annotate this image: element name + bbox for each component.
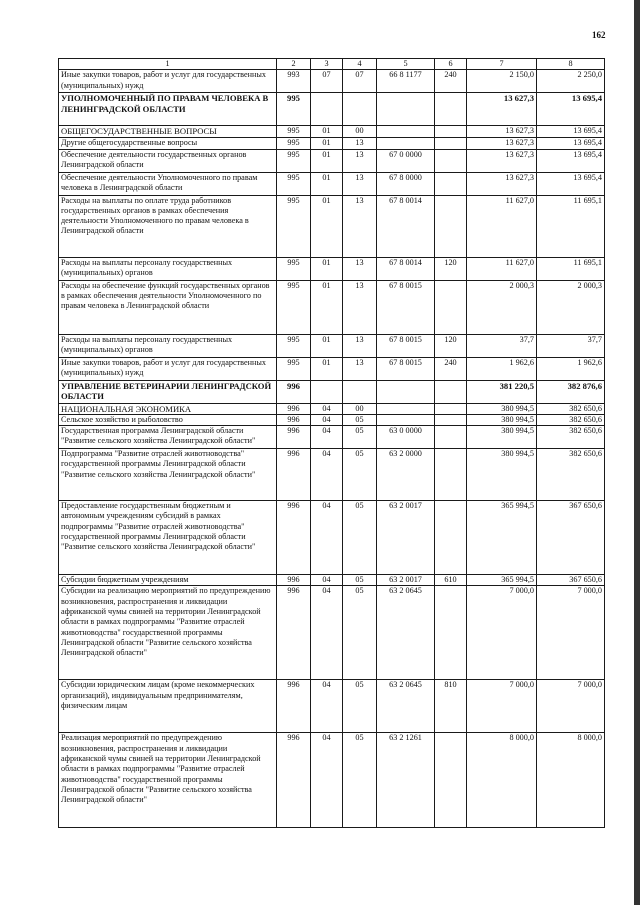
amount-2016-cell: 13 695,4 — [537, 149, 605, 172]
amount-2016-cell: 11 695,1 — [537, 257, 605, 280]
amount-2015-cell: 7 000,0 — [467, 586, 537, 680]
target-cell: 67 0 0000 — [377, 149, 435, 172]
section-cell: 01 — [311, 334, 343, 357]
table-row — [59, 575, 605, 586]
row-name-cell: НАЦИОНАЛЬНАЯ ЭКОНОМИКА — [59, 403, 277, 414]
amount-2016-cell: 382 650,6 — [537, 414, 605, 425]
table-row — [59, 501, 605, 575]
amount-2015-cell: 365 994,5 — [467, 575, 537, 586]
code-cell: 995 — [277, 126, 311, 138]
table-row — [59, 680, 605, 733]
subsection-cell — [343, 380, 377, 403]
target-cell: 67 8 0014 — [377, 195, 435, 257]
row-name-cell: Субсидии на реализацию мероприятий по предупреждению возникновения, распространения и ликвидации африканской чумы свиней на территории Ленинградской области в рамках подпрограммы "Развитие отраслей животноводства" государственной программы Ленинградской области "Развитие сельского хозяйства Ленинградской области" — [59, 586, 277, 680]
target-cell: 63 2 0645 — [377, 586, 435, 680]
section-cell: 04 — [311, 733, 343, 828]
target-cell: 67 8 0015 — [377, 357, 435, 380]
row-name-cell: Подпрограмма "Развитие отраслей животноводства" государственной программы Ленинградской области "Развитие сельского хозяйства Ленинградской области" — [59, 449, 277, 501]
section-cell: 04 — [311, 501, 343, 575]
amount-2016-cell: 13 695,4 — [537, 126, 605, 138]
amount-2015-cell: 8 000,0 — [467, 733, 537, 828]
amount-2016-cell: 382 650,6 — [537, 426, 605, 449]
subsection-cell — [343, 93, 377, 126]
table-row — [59, 138, 605, 149]
amount-2016-cell: 11 695,1 — [537, 195, 605, 257]
subsection-cell: 05 — [343, 680, 377, 733]
amount-2015-cell: 380 994,5 — [467, 403, 537, 414]
section-cell — [311, 93, 343, 126]
type-cell — [435, 426, 467, 449]
table-row — [59, 380, 605, 403]
type-cell — [435, 138, 467, 149]
row-name-cell: Расходы на обеспечение функций государственных органов в рамках обеспечения деятельности Уполномоченного по правам человека в Ленинградской области — [59, 280, 277, 334]
target-cell: 67 8 0015 — [377, 280, 435, 334]
code-cell: 995 — [277, 149, 311, 172]
subsection-cell: 13 — [343, 138, 377, 149]
section-cell: 04 — [311, 414, 343, 425]
subsection-cell: 07 — [343, 70, 377, 93]
section-cell: 01 — [311, 172, 343, 195]
type-cell — [435, 380, 467, 403]
header-cell: 2 — [277, 59, 311, 70]
amount-2016-cell: 13 695,4 — [537, 138, 605, 149]
table-row — [59, 449, 605, 501]
table-row — [59, 93, 605, 126]
row-name-cell: Расходы на выплаты персоналу государственных (муниципальных) органов — [59, 334, 277, 357]
type-cell — [435, 280, 467, 334]
subsection-cell: 13 — [343, 334, 377, 357]
type-cell: 610 — [435, 575, 467, 586]
row-name-cell: Сельское хозяйство и рыболовство — [59, 414, 277, 425]
type-cell: 120 — [435, 257, 467, 280]
section-cell: 04 — [311, 403, 343, 414]
target-cell — [377, 414, 435, 425]
type-cell: 810 — [435, 680, 467, 733]
target-cell: 67 8 0014 — [377, 257, 435, 280]
type-cell — [435, 195, 467, 257]
section-cell: 01 — [311, 195, 343, 257]
amount-2016-cell: 2 250,0 — [537, 70, 605, 93]
subsection-cell: 05 — [343, 501, 377, 575]
type-cell — [435, 149, 467, 172]
budget-table — [58, 58, 605, 828]
target-cell: 67 8 0000 — [377, 172, 435, 195]
type-cell — [435, 449, 467, 501]
amount-2016-cell: 382 876,6 — [537, 380, 605, 403]
table-row — [59, 414, 605, 425]
section-cell: 04 — [311, 426, 343, 449]
header-cell: 8 — [537, 59, 605, 70]
target-cell: 66 8 1177 — [377, 70, 435, 93]
amount-2016-cell: 382 650,6 — [537, 449, 605, 501]
scan-edge-shadow — [634, 0, 640, 905]
target-cell: 63 2 0017 — [377, 501, 435, 575]
amount-2015-cell: 365 994,5 — [467, 501, 537, 575]
amount-2016-cell: 367 650,6 — [537, 501, 605, 575]
header-cell: 5 — [377, 59, 435, 70]
amount-2015-cell: 2 150,0 — [467, 70, 537, 93]
subsection-cell: 13 — [343, 257, 377, 280]
row-name-cell: Субсидии бюджетным учреждениям — [59, 575, 277, 586]
amount-2016-cell: 8 000,0 — [537, 733, 605, 828]
amount-2015-cell: 11 627,0 — [467, 257, 537, 280]
target-cell — [377, 380, 435, 403]
table-row — [59, 195, 605, 257]
row-name-cell: Субсидии юридическим лицам (кроме некоммерческих организаций), индивидуальным предпринимателям, физическим лицам — [59, 680, 277, 733]
table-row — [59, 426, 605, 449]
type-cell — [435, 172, 467, 195]
amount-2015-cell: 13 627,3 — [467, 172, 537, 195]
section-cell: 01 — [311, 280, 343, 334]
target-cell — [377, 126, 435, 138]
code-cell: 996 — [277, 733, 311, 828]
target-cell — [377, 138, 435, 149]
table-row — [59, 334, 605, 357]
row-name-cell: Иные закупки товаров, работ и услуг для государственных (муниципальных) нужд — [59, 357, 277, 380]
amount-2015-cell: 1 962,6 — [467, 357, 537, 380]
type-cell — [435, 501, 467, 575]
section-cell: 01 — [311, 126, 343, 138]
header-cell: 7 — [467, 59, 537, 70]
amount-2016-cell: 13 695,4 — [537, 93, 605, 126]
section-cell: 04 — [311, 586, 343, 680]
row-name-cell: Государственная программа Ленинградской области "Развитие сельского хозяйства Ленинградской области" — [59, 426, 277, 449]
row-name-cell: Обеспечение деятельности государственных органов Ленинградской области — [59, 149, 277, 172]
code-cell: 996 — [277, 380, 311, 403]
target-cell — [377, 93, 435, 126]
subsection-cell: 00 — [343, 403, 377, 414]
subsection-cell: 05 — [343, 575, 377, 586]
amount-2015-cell: 380 994,5 — [467, 414, 537, 425]
section-cell: 04 — [311, 680, 343, 733]
amount-2016-cell: 1 962,6 — [537, 357, 605, 380]
amount-2016-cell: 7 000,0 — [537, 586, 605, 680]
type-cell — [435, 733, 467, 828]
code-cell: 995 — [277, 280, 311, 334]
amount-2015-cell: 380 994,5 — [467, 426, 537, 449]
table-row — [59, 70, 605, 93]
section-cell: 04 — [311, 449, 343, 501]
section-cell: 01 — [311, 149, 343, 172]
code-cell: 995 — [277, 195, 311, 257]
type-cell: 120 — [435, 334, 467, 357]
section-cell — [311, 380, 343, 403]
row-name-cell: Другие общегосударственные вопросы — [59, 138, 277, 149]
code-cell: 996 — [277, 449, 311, 501]
amount-2016-cell: 2 000,3 — [537, 280, 605, 334]
row-name-cell: УПОЛНОМОЧЕННЫЙ ПО ПРАВАМ ЧЕЛОВЕКА В ЛЕНИНГРАДСКОЙ ОБЛАСТИ — [59, 93, 277, 126]
code-cell: 995 — [277, 334, 311, 357]
row-name-cell: Обеспечение деятельности Уполномоченного по правам человека в Ленинградской области — [59, 172, 277, 195]
row-name-cell: ОБЩЕГОСУДАРСТВЕННЫЕ ВОПРОСЫ — [59, 126, 277, 138]
subsection-cell: 13 — [343, 280, 377, 334]
header-cell: 3 — [311, 59, 343, 70]
amount-2016-cell: 13 695,4 — [537, 172, 605, 195]
code-cell: 995 — [277, 172, 311, 195]
table-row — [59, 149, 605, 172]
table-row — [59, 280, 605, 334]
subsection-cell: 00 — [343, 126, 377, 138]
table-row — [59, 126, 605, 138]
section-cell: 01 — [311, 357, 343, 380]
type-cell: 240 — [435, 70, 467, 93]
code-cell: 996 — [277, 403, 311, 414]
amount-2016-cell: 382 650,6 — [537, 403, 605, 414]
target-cell: 63 2 0000 — [377, 449, 435, 501]
subsection-cell: 13 — [343, 149, 377, 172]
target-cell: 63 2 0645 — [377, 680, 435, 733]
code-cell: 995 — [277, 357, 311, 380]
table-row — [59, 733, 605, 828]
code-cell: 995 — [277, 93, 311, 126]
section-cell: 01 — [311, 257, 343, 280]
subsection-cell: 13 — [343, 172, 377, 195]
row-name-cell: Реализация мероприятий по предупреждению возникновения, распространения и ликвидации африканской чумы свиней на территории Ленинградской области в рамках подпрограммы "Развитие отраслей животноводства" государственной программы Ленинградской области "Развитие сельского хозяйства Ленинградской области" — [59, 733, 277, 828]
amount-2016-cell: 367 650,6 — [537, 575, 605, 586]
table-row — [59, 357, 605, 380]
amount-2016-cell: 37,7 — [537, 334, 605, 357]
amount-2015-cell: 381 220,5 — [467, 380, 537, 403]
subsection-cell: 05 — [343, 586, 377, 680]
amount-2015-cell: 13 627,3 — [467, 126, 537, 138]
type-cell — [435, 403, 467, 414]
code-cell: 996 — [277, 680, 311, 733]
amount-2015-cell: 2 000,3 — [467, 280, 537, 334]
type-cell: 240 — [435, 357, 467, 380]
subsection-cell: 13 — [343, 195, 377, 257]
amount-2015-cell: 13 627,3 — [467, 93, 537, 126]
page-number: 162 — [592, 30, 606, 40]
header-cell: 4 — [343, 59, 377, 70]
row-name-cell: Расходы на выплаты по оплате труда работников государственных органов в рамках обеспечения деятельности Уполномоченного по правам человека в Ленинградской области — [59, 195, 277, 257]
code-cell: 995 — [277, 257, 311, 280]
section-cell: 01 — [311, 138, 343, 149]
code-cell: 993 — [277, 70, 311, 93]
target-cell: 63 0 0000 — [377, 426, 435, 449]
amount-2015-cell: 11 627,0 — [467, 195, 537, 257]
amount-2015-cell: 7 000,0 — [467, 680, 537, 733]
section-cell: 07 — [311, 70, 343, 93]
type-cell — [435, 414, 467, 425]
subsection-cell: 13 — [343, 357, 377, 380]
target-cell: 63 2 0017 — [377, 575, 435, 586]
subsection-cell: 05 — [343, 426, 377, 449]
amount-2015-cell: 37,7 — [467, 334, 537, 357]
amount-2015-cell: 13 627,3 — [467, 138, 537, 149]
section-cell: 04 — [311, 575, 343, 586]
header-cell: 6 — [435, 59, 467, 70]
code-cell: 996 — [277, 575, 311, 586]
table-row — [59, 257, 605, 280]
target-cell: 63 2 1261 — [377, 733, 435, 828]
code-cell: 996 — [277, 414, 311, 425]
target-cell — [377, 403, 435, 414]
row-name-cell: Иные закупки товаров, работ и услуг для государственных (муниципальных) нужд — [59, 70, 277, 93]
row-name-cell: Расходы на выплаты персоналу государственных (муниципальных) органов — [59, 257, 277, 280]
header-row — [59, 59, 605, 70]
code-cell: 996 — [277, 501, 311, 575]
amount-2015-cell: 380 994,5 — [467, 449, 537, 501]
table-row — [59, 172, 605, 195]
subsection-cell: 05 — [343, 449, 377, 501]
type-cell — [435, 126, 467, 138]
subsection-cell: 05 — [343, 414, 377, 425]
header-cell: 1 — [59, 59, 277, 70]
table-row — [59, 403, 605, 414]
code-cell: 996 — [277, 586, 311, 680]
type-cell — [435, 586, 467, 680]
row-name-cell: УПРАВЛЕНИЕ ВЕТЕРИНАРИИ ЛЕНИНГРАДСКОЙ ОБЛАСТИ — [59, 380, 277, 403]
target-cell: 67 8 0015 — [377, 334, 435, 357]
subsection-cell: 05 — [343, 733, 377, 828]
type-cell — [435, 93, 467, 126]
amount-2016-cell: 7 000,0 — [537, 680, 605, 733]
table-row — [59, 586, 605, 680]
code-cell: 996 — [277, 426, 311, 449]
amount-2015-cell: 13 627,3 — [467, 149, 537, 172]
row-name-cell: Предоставление государственным бюджетным и автономным учреждениям субсидий в рамках подпрограммы "Развитие отраслей животноводства" государственной программы Ленинградской области "Развитие сельского хозяйства Ленинградской области" — [59, 501, 277, 575]
code-cell: 995 — [277, 138, 311, 149]
